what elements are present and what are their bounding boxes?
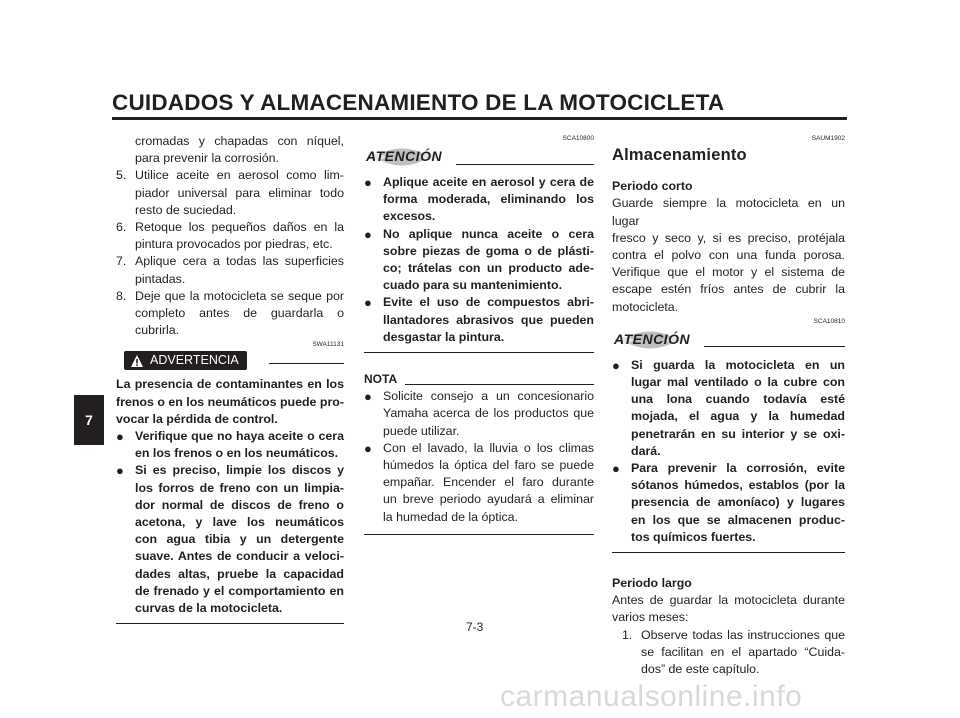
text-line: pintadas. bbox=[135, 271, 186, 286]
step-number: 5. bbox=[116, 168, 127, 183]
text-line: La presencia de contaminantes en los bbox=[116, 377, 344, 392]
numbered-step bbox=[116, 253, 344, 287]
text-line: contra el polvo con una funda porosa. bbox=[612, 248, 845, 263]
text-line: Verifique que no haya aceite o cera bbox=[135, 429, 344, 444]
text-line: escape estén fríos antes de cubrir la bbox=[612, 282, 845, 297]
notice-rule bbox=[704, 346, 845, 347]
short-storage-text bbox=[612, 195, 845, 315]
spacer bbox=[364, 353, 594, 371]
subheading-short: Periodo corto bbox=[612, 179, 693, 194]
bullet-item bbox=[364, 226, 594, 295]
text-line: en los frenos o en los neumáticos. bbox=[135, 446, 339, 461]
text-line: Si es preciso, limpie los discos y bbox=[135, 463, 344, 478]
text-line: Verifique que el motor y el sistema de bbox=[612, 265, 845, 280]
text-line: tos químicos fuertes. bbox=[631, 529, 756, 544]
text-line: Antes de guardar la motocicleta durante bbox=[612, 593, 845, 608]
text-line: Guarde siempre la motocicleta en un lugar bbox=[612, 196, 845, 228]
note-header bbox=[364, 371, 594, 388]
notice-header bbox=[612, 327, 845, 353]
text-line: dades altas, pruebe la capacidad bbox=[135, 566, 344, 581]
text-line: húmedos la óptica del faro se puede bbox=[383, 458, 594, 473]
text-line: Si guarda la motocicleta en un bbox=[631, 357, 845, 372]
note-label: NOTA bbox=[364, 372, 398, 387]
text-line: Aplique aceite en aerosol y cera de bbox=[383, 175, 594, 189]
text-line: fresco y seco y, si es preciso, protéjala bbox=[612, 230, 845, 245]
bullet-text bbox=[383, 388, 594, 440]
text-line: vocar la pérdida de control. bbox=[116, 411, 278, 426]
notice-header bbox=[364, 144, 594, 170]
page-number: 7-3 bbox=[466, 620, 484, 634]
text-line: Con el lavado, la lluvia o los climas bbox=[383, 440, 594, 455]
bullet-item bbox=[364, 294, 594, 346]
bullet-dot: ● bbox=[116, 463, 124, 479]
text-line: llantadores abrasivos que pueden bbox=[383, 312, 594, 327]
bullet-dot: ● bbox=[364, 295, 372, 311]
text-line: una lona cuando todavía esté bbox=[631, 392, 845, 407]
bullet-item bbox=[364, 440, 594, 526]
bullet-dot: ● bbox=[364, 175, 372, 190]
reference-code: SCA10810 bbox=[813, 317, 845, 325]
text-line: co; trátelas con un producto ade- bbox=[383, 261, 594, 276]
note-rule bbox=[405, 384, 594, 385]
text-line: No aplique nunca aceite o cera bbox=[383, 226, 594, 241]
text-line: dos” de este capítulo. bbox=[641, 662, 760, 677]
warning-intro bbox=[116, 376, 344, 428]
text-line: curvas de la motocicleta. bbox=[135, 601, 283, 616]
text-line: penetrarán en su interior y se oxi- bbox=[631, 426, 845, 441]
text-line: cuado para su mantenimiento. bbox=[383, 278, 563, 293]
bullet-text bbox=[135, 462, 344, 617]
notice-badge bbox=[614, 327, 691, 353]
numbered-step bbox=[116, 167, 344, 219]
warning-badge bbox=[124, 351, 247, 370]
subheading-long: Periodo largo bbox=[612, 576, 692, 591]
bullet-item bbox=[612, 357, 845, 460]
bullet-text bbox=[383, 174, 594, 226]
text-line: dará. bbox=[631, 443, 661, 458]
bullet-text bbox=[135, 428, 344, 462]
reference-code: SWA11131 bbox=[312, 341, 344, 349]
text-line: mojada, el agua y la humedad bbox=[631, 409, 845, 424]
bullet-dot: ● bbox=[364, 440, 372, 456]
bullet-dot: ● bbox=[612, 461, 620, 477]
numbered-step bbox=[116, 288, 344, 340]
bullet-text bbox=[383, 294, 594, 346]
text-line: un breve periodo ayudará a eliminar bbox=[383, 492, 594, 507]
long-storage-steps bbox=[612, 627, 845, 679]
text-line: piador universal para eliminar todo bbox=[135, 185, 344, 200]
text-line: completo antes de guardarla o bbox=[135, 306, 344, 321]
step-number: 6. bbox=[116, 220, 127, 235]
step-text bbox=[641, 627, 845, 679]
text-line: cromadas y chapadas con níquel, bbox=[135, 134, 344, 148]
text-line: acetona, y lave los neumáticos bbox=[135, 515, 344, 530]
warning-triangle-icon bbox=[130, 354, 144, 368]
text-line: sobre piezas de goma o de plásti- bbox=[383, 243, 594, 258]
text-line: empañar. Encender el faro durante bbox=[383, 475, 594, 490]
text-line: la humedad de la óptica. bbox=[383, 509, 519, 524]
text-line: resto de suciedad. bbox=[135, 202, 237, 217]
header-rule bbox=[112, 117, 847, 120]
notice-badge bbox=[366, 144, 443, 170]
notice-label: ATENCIÓN bbox=[366, 148, 443, 164]
text-line: desgastar la pintura. bbox=[383, 329, 505, 344]
step-text bbox=[135, 219, 344, 253]
bullet-text bbox=[631, 460, 845, 546]
step-number: 7. bbox=[116, 254, 127, 269]
column-1 bbox=[116, 133, 344, 624]
text-line: Deje que la motocicleta se seque por bbox=[135, 288, 344, 303]
text-line: Utilice aceite en aerosol como lim- bbox=[135, 168, 344, 183]
bullet-text bbox=[631, 357, 845, 460]
section-title: Almacenamiento bbox=[612, 146, 747, 164]
notice-rule bbox=[456, 164, 594, 165]
text-line: Aplique cera a todas las superficies bbox=[135, 254, 344, 269]
text-line: se facilitan en el apartado “Cuida- bbox=[641, 644, 845, 659]
numbered-step bbox=[622, 627, 845, 679]
column-2 bbox=[364, 133, 594, 535]
bullet-item bbox=[116, 462, 344, 617]
text-line: Yamaha acerca de los productos que bbox=[383, 406, 594, 421]
text-line: los forros de freno con un limpia- bbox=[135, 480, 344, 495]
bullet-item bbox=[364, 174, 594, 226]
note-end-rule bbox=[364, 534, 594, 535]
bullet-dot: ● bbox=[116, 429, 124, 445]
notice-label: ATENCIÓN bbox=[614, 330, 691, 347]
text-line: lugar mal ventilado o la cubre con bbox=[631, 375, 845, 390]
step-number: 1. bbox=[622, 627, 633, 642]
text-line: pintura provocados por piedras, etc. bbox=[135, 237, 333, 252]
bullet-text bbox=[383, 440, 594, 526]
text-line: presencia de amoníaco) y lugares bbox=[631, 495, 845, 510]
step-text bbox=[135, 253, 344, 287]
chapter-tab: 7 bbox=[74, 395, 104, 445]
text-line: con agua tibia y un detergente bbox=[135, 532, 344, 547]
text-line: Para prevenir la corrosión, evite bbox=[631, 461, 845, 476]
text-line: motocicleta. bbox=[612, 299, 679, 314]
warning-end-rule bbox=[116, 623, 344, 624]
bullet-item bbox=[116, 428, 344, 462]
bullet-dot: ● bbox=[364, 389, 372, 405]
bullet-dot: ● bbox=[364, 226, 372, 242]
bullet-dot: ● bbox=[612, 357, 620, 373]
warning-header bbox=[116, 351, 344, 370]
step-number: 8. bbox=[116, 288, 127, 303]
text-line: Evite el uso de compuestos abri- bbox=[383, 295, 594, 310]
step-text bbox=[135, 167, 344, 219]
warning-label: ADVERTENCIA bbox=[150, 353, 239, 368]
reference-code: SCA10800 bbox=[562, 135, 594, 142]
text-line: dor normal de discos de freno o bbox=[135, 497, 344, 512]
text-line: cubrirla. bbox=[135, 323, 180, 338]
bullet-item bbox=[364, 388, 594, 440]
intro-continuation bbox=[116, 133, 344, 167]
text-line: frenos o en los neumáticos puede pro- bbox=[116, 394, 344, 409]
text-line: de frenado y el comportamiento en bbox=[135, 583, 344, 598]
text-line: sótanos húmedos, establos (por la bbox=[631, 478, 845, 493]
watermark: carmanualsonline.info bbox=[500, 680, 803, 713]
bullet-text bbox=[383, 226, 594, 295]
numbered-step bbox=[116, 219, 344, 253]
text-line: puede utilizar. bbox=[383, 423, 460, 438]
bullet-item bbox=[612, 460, 845, 546]
long-storage-text bbox=[612, 592, 845, 626]
column-3 bbox=[612, 133, 845, 678]
text-line: excesos. bbox=[383, 209, 436, 224]
text-line: varios meses: bbox=[612, 610, 689, 625]
text-line: Observe todas las instrucciones que bbox=[641, 627, 845, 642]
page-header-title: CUIDADOS Y ALMACENAMIENTO DE LA MOTOCICLETA bbox=[112, 90, 725, 115]
text-line: forma moderada, eliminando los bbox=[383, 192, 594, 207]
text-line: en los que se almacenen produc- bbox=[631, 512, 845, 527]
text-line: Retoque los pequeños daños en la bbox=[135, 220, 344, 235]
text-line: para prevenir la corrosión. bbox=[135, 151, 279, 166]
step-text bbox=[135, 288, 344, 340]
text-line: Solicite consejo a un concesionario bbox=[383, 389, 594, 404]
warning-rule bbox=[269, 363, 344, 364]
reference-code: SAUM1902 bbox=[811, 135, 845, 142]
text-line: suave. Antes de conducir a veloci- bbox=[135, 549, 344, 564]
spacer bbox=[612, 553, 845, 575]
